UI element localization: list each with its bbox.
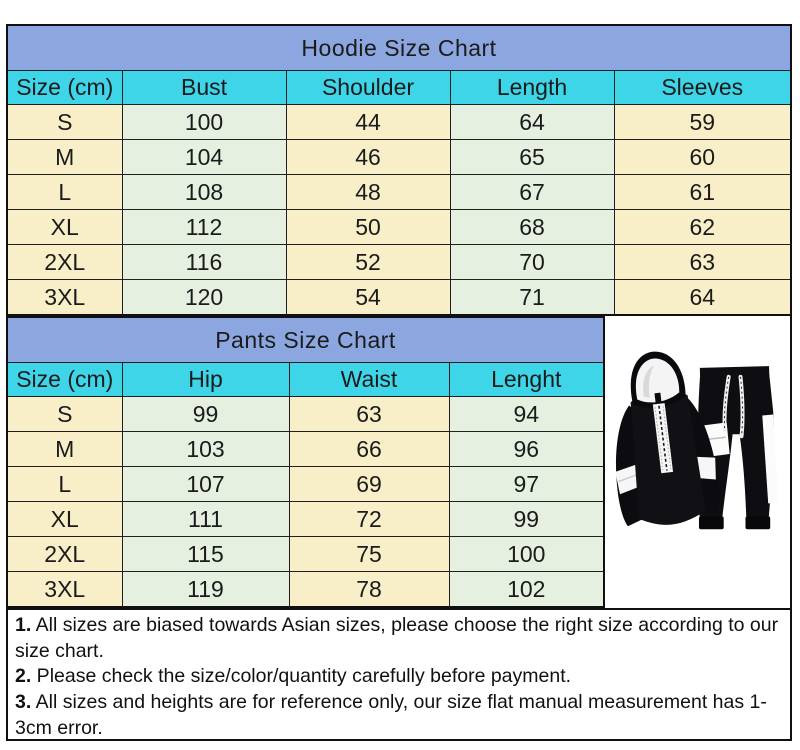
data-cell: 64 (450, 105, 614, 140)
table-title-row (7, 317, 604, 363)
column-header-hip: Hip (122, 363, 289, 397)
note-3-number: 3. (15, 691, 32, 714)
data-cell: 63 (614, 245, 791, 280)
size-notes (6, 608, 792, 741)
column-header-waist: Waist (289, 363, 449, 397)
data-cell: XL (7, 210, 122, 245)
data-cell: S (7, 397, 122, 432)
table-row (7, 467, 604, 502)
note-1 (15, 613, 783, 664)
data-cell: 2XL (7, 537, 122, 572)
table-row (7, 210, 791, 245)
data-cell: 94 (449, 397, 604, 432)
data-cell: 115 (122, 537, 289, 572)
data-cell: 67 (450, 175, 614, 210)
column-header-lenght: Lenght (449, 363, 604, 397)
note-1-number: 1. (15, 614, 32, 636)
note-2 (15, 664, 783, 690)
data-cell: 61 (614, 175, 791, 210)
column-header-length: Length (450, 71, 614, 105)
data-cell: 116 (122, 245, 286, 280)
data-cell: 59 (614, 105, 791, 140)
data-cell: 99 (449, 502, 604, 537)
data-cell: 120 (122, 280, 286, 316)
note-3 (15, 690, 783, 741)
data-cell: 64 (614, 280, 791, 316)
note-3-text: All sizes and heights are for reference only, our size flat manual measurement has 1-3cm error. (15, 691, 767, 739)
column-header-shoulder: Shoulder (286, 71, 450, 105)
table-title-row (7, 25, 791, 71)
data-cell: L (7, 175, 122, 210)
data-cell: 50 (286, 210, 450, 245)
column-header-size: Size (cm) (7, 71, 122, 105)
data-cell: 69 (289, 467, 449, 502)
data-cell: 3XL (7, 280, 122, 316)
data-cell: M (7, 432, 122, 467)
table-row (7, 397, 604, 432)
data-cell: 2XL (7, 245, 122, 280)
data-cell: 104 (122, 140, 286, 175)
hoodie-table-title: Hoodie Size Chart (7, 25, 791, 71)
hoodie-size-table (6, 24, 792, 316)
column-header-sleeves: Sleeves (614, 71, 791, 105)
data-cell: S (7, 105, 122, 140)
table-row (7, 502, 604, 537)
note-1-text: All sizes are biased towards Asian sizes, please choose the right size according to our size chart. (15, 614, 779, 662)
data-cell: 72 (289, 502, 449, 537)
note-2-number: 2. (15, 665, 32, 688)
table-row (7, 537, 604, 572)
data-cell: 100 (449, 537, 604, 572)
table-row (7, 245, 791, 280)
table-row (7, 140, 791, 175)
data-cell: 112 (122, 210, 286, 245)
column-header-bust: Bust (122, 71, 286, 105)
data-cell: 75 (289, 537, 449, 572)
data-cell: 48 (286, 175, 450, 210)
size-chart-content (6, 24, 792, 741)
data-cell: 54 (286, 280, 450, 316)
data-cell: 60 (614, 140, 791, 175)
data-cell: L (7, 467, 122, 502)
data-cell: 44 (286, 105, 450, 140)
table-row (7, 280, 791, 316)
data-cell: 62 (614, 210, 791, 245)
data-cell: 52 (286, 245, 450, 280)
column-header-size: Size (cm) (7, 363, 122, 397)
data-cell: 66 (289, 432, 449, 467)
table-row (7, 572, 604, 608)
data-cell: 119 (122, 572, 289, 608)
data-cell: 65 (450, 140, 614, 175)
data-cell: 107 (122, 467, 289, 502)
note-2-text: Please check the size/color/quantity carefully before payment. (31, 665, 572, 688)
table-row (7, 432, 604, 467)
table-header-row (7, 71, 791, 105)
data-cell: 70 (450, 245, 614, 280)
data-cell: 46 (286, 140, 450, 175)
data-cell: 108 (122, 175, 286, 210)
data-cell: 3XL (7, 572, 122, 608)
pants-table-title: Pants Size Chart (7, 317, 604, 363)
data-cell: 103 (122, 432, 289, 467)
table-row (7, 175, 791, 210)
data-cell: XL (7, 502, 122, 537)
pants-size-table (6, 316, 605, 608)
product-photo (605, 316, 792, 608)
table-header-row (7, 363, 604, 397)
data-cell: 102 (449, 572, 604, 608)
table-row (7, 105, 791, 140)
data-cell: 111 (122, 502, 289, 537)
pants-section (6, 316, 792, 608)
data-cell: 100 (122, 105, 286, 140)
data-cell: 71 (450, 280, 614, 316)
data-cell: 96 (449, 432, 604, 467)
data-cell: 63 (289, 397, 449, 432)
data-cell: 68 (450, 210, 614, 245)
data-cell: 78 (289, 572, 449, 608)
data-cell: 99 (122, 397, 289, 432)
tracksuit-image (605, 316, 790, 599)
data-cell: 97 (449, 467, 604, 502)
data-cell: M (7, 140, 122, 175)
